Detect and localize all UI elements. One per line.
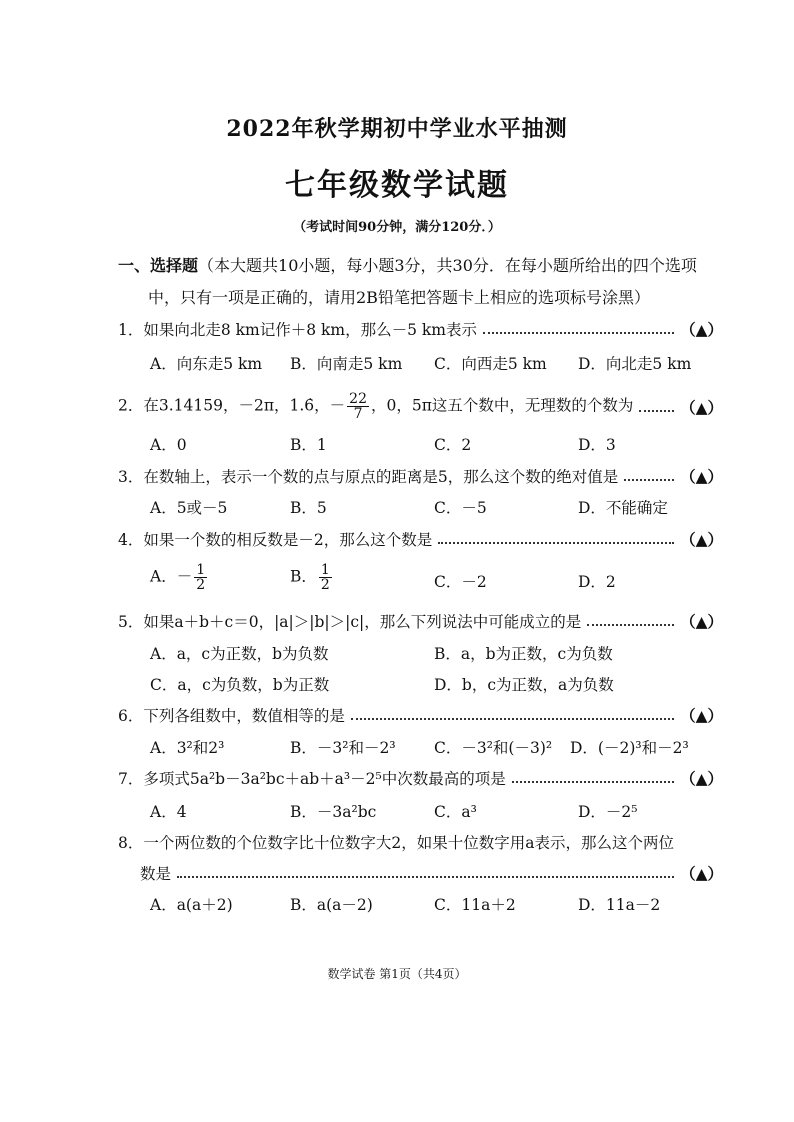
answer-mark: （▲） <box>680 864 723 883</box>
section-intro-line2: 中，只有一项是正确的，请用2B铅笔把答题卡上相应的选项标号涂黑） <box>148 288 650 307</box>
question-1-option-a: A．向东走5 km <box>150 355 263 373</box>
answer-mark: （▲） <box>680 320 723 339</box>
question-2-option-d: D．3 <box>578 436 616 454</box>
question-8-option-a: A．a(a＋2) <box>150 896 233 914</box>
question-3-option-d: D．不能确定 <box>578 499 668 517</box>
question-5-option-b: B．a，b为正数，c为负数 <box>434 645 613 663</box>
leader-dots <box>483 332 674 334</box>
question-3-option-c: C．－5 <box>434 499 487 517</box>
question-2-text-b: ，0，5π这五个数中，无理数的个数为 <box>371 396 634 415</box>
question-2-option-c: C．2 <box>434 436 472 454</box>
question-2-option-b: B．1 <box>290 436 327 454</box>
fraction-22-7 <box>347 392 369 421</box>
leader-dots <box>177 876 674 878</box>
fraction-1-2 <box>319 563 332 592</box>
question-3-text: 3．在数轴上，表示一个数的点与原点的距离是5，那么这个数的绝对值是 <box>118 468 619 486</box>
fraction-numerator: 22 <box>349 391 367 407</box>
question-6-option-c: C．－3²和(－3)² <box>434 739 553 757</box>
question-6-option-d: D．(－2)³和－2³ <box>570 739 689 757</box>
question-8-option-b: B．a(a－2) <box>290 896 373 914</box>
question-4-option-c: C．－2 <box>434 573 487 591</box>
exam-info: （考试时间90分钟，满分120分．） <box>293 220 501 235</box>
section-heading-line <box>118 253 697 276</box>
question-7-option-b: B．－3a²bc <box>290 803 377 821</box>
answer-mark: （▲） <box>680 397 723 417</box>
question-5-option-d: D．b，c为正数，a为负数 <box>434 676 614 694</box>
fraction-denominator: 2 <box>320 577 330 593</box>
question-8-stem-line1: 8．一个两位数的个位数字比十位数字大2，如果十位数字用a表示，那么这个两位 <box>118 834 674 852</box>
question-4-option-b <box>290 563 334 592</box>
page-footer: 数学试卷 第1页（共4页） <box>327 967 467 981</box>
answer-mark: （▲） <box>680 706 723 725</box>
fraction-denominator: 2 <box>196 577 206 593</box>
fraction-numerator: 1 <box>320 562 330 578</box>
leader-dots <box>438 542 674 544</box>
question-6-option-a: A．3²和2³ <box>150 739 225 757</box>
answer-mark: （▲） <box>680 530 723 549</box>
section-heading: 一、选择题 <box>118 256 199 275</box>
exam-title-main: 2022年秋学期初中学业水平抽测 <box>226 116 568 142</box>
question-7-text: 7．多项式5a²b－3a²bc＋ab＋a³－2⁵中次数最高的项是 <box>118 770 506 788</box>
fraction-1-2 <box>194 563 207 592</box>
question-4-text: 4．如果一个数的相反数是－2，那么这个数是 <box>118 531 433 549</box>
answer-mark: （▲） <box>680 769 723 788</box>
section-intro-line1: （本大题共10小题，每小题3分，共30分．在每小题所给出的四个选项 <box>198 256 697 275</box>
question-8-text: 数是 <box>140 865 172 883</box>
question-1-text: 1．如果向北走8 km记作＋8 km，那么－5 km表示 <box>118 321 477 339</box>
question-1-option-d: D．向北走5 km <box>578 355 692 373</box>
answer-mark: （▲） <box>680 612 723 631</box>
option-label: A．－ <box>150 567 193 586</box>
question-2-option-a: A．0 <box>150 436 187 454</box>
question-7-option-a: A．4 <box>150 803 187 821</box>
question-2-text-a: 2．在3.14159，－2π，1.6̇，－ <box>118 396 346 415</box>
option-label: B． <box>290 567 317 586</box>
question-7-option-d: D．－2⁵ <box>578 803 638 821</box>
question-8-option-c: C．11a＋2 <box>434 896 516 914</box>
question-2-text <box>118 392 633 421</box>
question-5-option-c: C．a，c为负数，b为正数 <box>150 676 330 694</box>
answer-mark: （▲） <box>680 467 723 486</box>
question-5-stem <box>118 610 723 632</box>
question-8-option-d: D．11a－2 <box>578 896 661 914</box>
question-1-option-c: C．向西走5 km <box>434 355 547 373</box>
question-4-option-d: D．2 <box>578 573 616 591</box>
question-5-option-a: A．a，c为正数，b为负数 <box>150 645 329 663</box>
leader-dots <box>587 624 674 626</box>
question-6-option-b: B．－3²和－2³ <box>290 739 396 757</box>
question-1-stem <box>118 318 723 340</box>
question-6-stem <box>118 704 723 726</box>
question-7-option-c: C．a³ <box>434 803 477 821</box>
question-4-stem <box>118 528 723 550</box>
leader-dots <box>639 410 674 412</box>
leader-dots <box>624 479 674 481</box>
question-2-stem <box>118 392 723 421</box>
fraction-denominator: 7 <box>353 406 363 422</box>
question-6-text: 6．下列各组数中，数值相等的是 <box>118 707 345 725</box>
question-3-option-a: A．5或－5 <box>150 499 228 517</box>
question-3-option-b: B．5 <box>290 499 327 517</box>
exam-title-sub: 七年级数学试题 <box>285 168 509 203</box>
question-8-stem-line2 <box>140 862 723 884</box>
question-4-option-a <box>150 563 209 592</box>
leader-dots <box>351 718 674 720</box>
question-1-option-b: B．向南走5 km <box>290 355 403 373</box>
fraction-numerator: 1 <box>196 562 206 578</box>
leader-dots <box>512 781 674 783</box>
question-5-text: 5．如果a＋b＋c＝0，|a|＞|b|＞|c|，那么下列说法中可能成立的是 <box>118 613 582 631</box>
question-3-stem <box>118 465 723 487</box>
question-7-stem <box>118 767 723 789</box>
